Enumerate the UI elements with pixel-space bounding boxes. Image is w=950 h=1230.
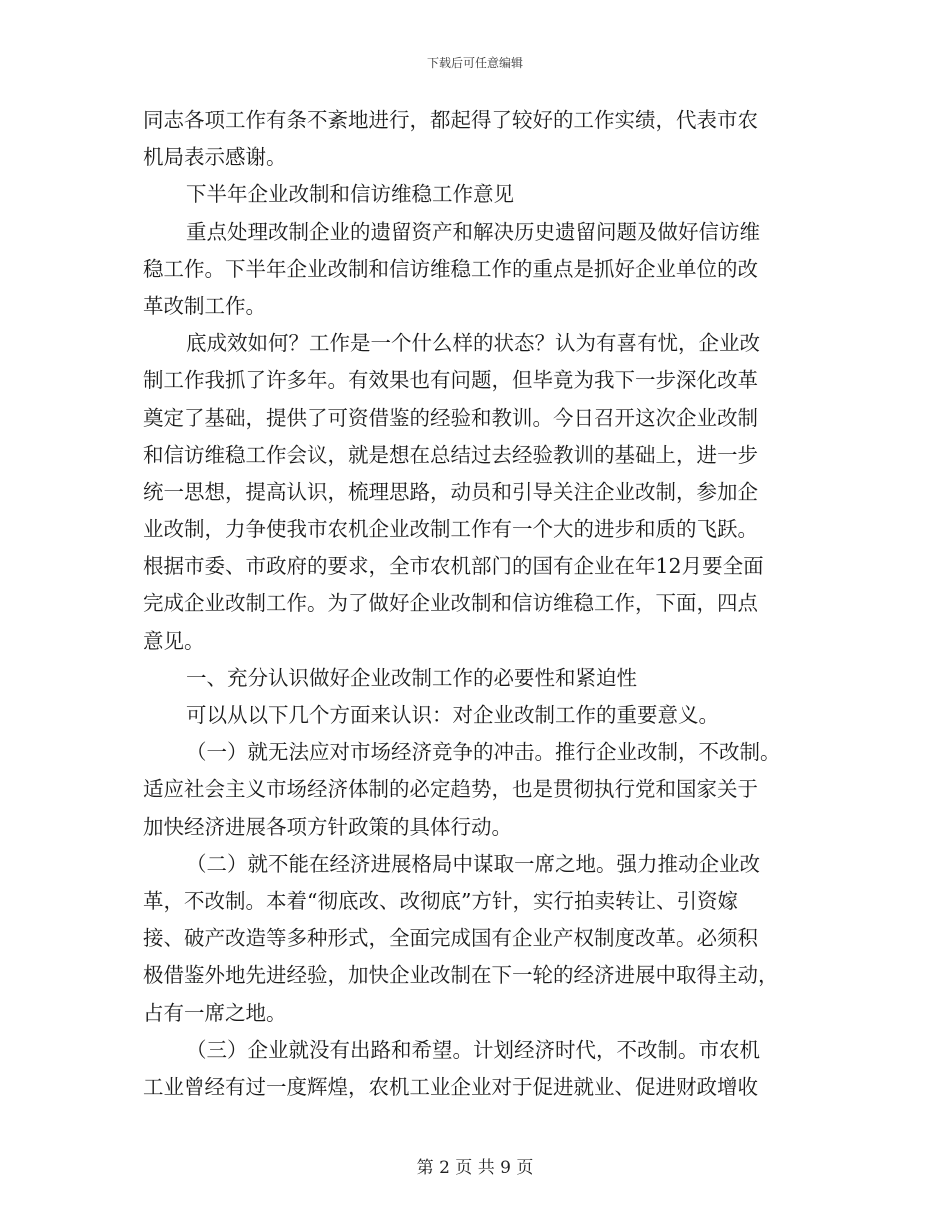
text-line: 根据市委、市政府的要求，全市农机部门的国有企业在年12月要全面: [143, 554, 764, 579]
text-line: 机局表示感谢。: [143, 145, 287, 170]
text-line: 奠定了基础，提供了可资借鉴的经验和教训。今日召开这次企业改制: [143, 405, 758, 430]
text-line: 统一思想，提高认识，梳理思路，动员和引导关注企业改制，参加企: [143, 479, 758, 504]
text-line: 革，不改制。本着“彻底改、改彻底”方针，实行拍卖转让、引资嫁: [143, 888, 738, 913]
text-line: 可以从以下几个方面来认识：对企业改制工作的重要意义。: [186, 703, 719, 727]
text-line: 重点处理改制企业的遗留资产和解决历史遗留问题及做好信访维: [186, 219, 760, 244]
text-line: 接、破产改造等多种形式，全面完成国有企业产权制度改革。必须积: [143, 926, 758, 951]
text-line: 完成企业改制工作。为了做好企业改制和信访维稳工作，下面，四点: [143, 591, 758, 616]
text-line: 革改制工作。: [143, 293, 266, 318]
text-line: 一、充分认识做好企业改制工作的必要性和紧迫性: [186, 665, 637, 690]
text-line: 加快经济进展各项方针政策的具体行动。: [143, 814, 512, 839]
text-line: 占有一席之地。: [143, 1000, 287, 1025]
document-body: [143, 102, 807, 1106]
text-line: 同志各项工作有条不紊地进行，都起得了较好的工作实绩，代表市农: [143, 108, 758, 132]
text-line: （一）就无法应对市场经济竞争的冲击。推行企业改制，不改制。: [186, 740, 781, 765]
page-number: 第 2 页 共 9 页: [416, 1158, 534, 1178]
text-line: 工业曾经有过一度辉煌，农机工业企业对于促进就业、促进财政增收: [143, 1074, 758, 1099]
text-line: 业改制，力争使我市农机企业改制工作有一个大的进步和质的飞跃。: [143, 517, 758, 542]
text-line: 制工作我抓了许多年。有效果也有问题，但毕竟为我下一步深化改革: [143, 368, 758, 393]
text-line: 底成效如何？工作是一个什么样的状态？认为有喜有忧，企业改: [186, 331, 760, 356]
text-line: （三）企业就没有出路和希望。计划经济时代，不改制。市农机: [186, 1037, 760, 1062]
text-line: （二）就不能在经济进展格局中谋取一席之地。强力推动企业改: [186, 851, 760, 876]
text-line: 极借鉴外地先进经验，加快企业改制在下一轮的经济进展中取得主动，: [143, 963, 779, 988]
text-line: 和信访维稳工作会议，就是想在总结过去经验教训的基础上，进一步: [143, 442, 758, 467]
text-line: 适应社会主义市场经济体制的必定趋势，也是贯彻执行党和国家关于: [143, 777, 758, 802]
text-line: 稳工作。下半年企业改制和信访维稳工作的重点是抓好企业单位的改: [143, 256, 758, 281]
text-line: 意见。: [143, 628, 205, 653]
page-header: 下载后可任意编辑: [426, 56, 523, 70]
text-line: 下半年企业改制和信访维稳工作意见: [186, 182, 514, 207]
